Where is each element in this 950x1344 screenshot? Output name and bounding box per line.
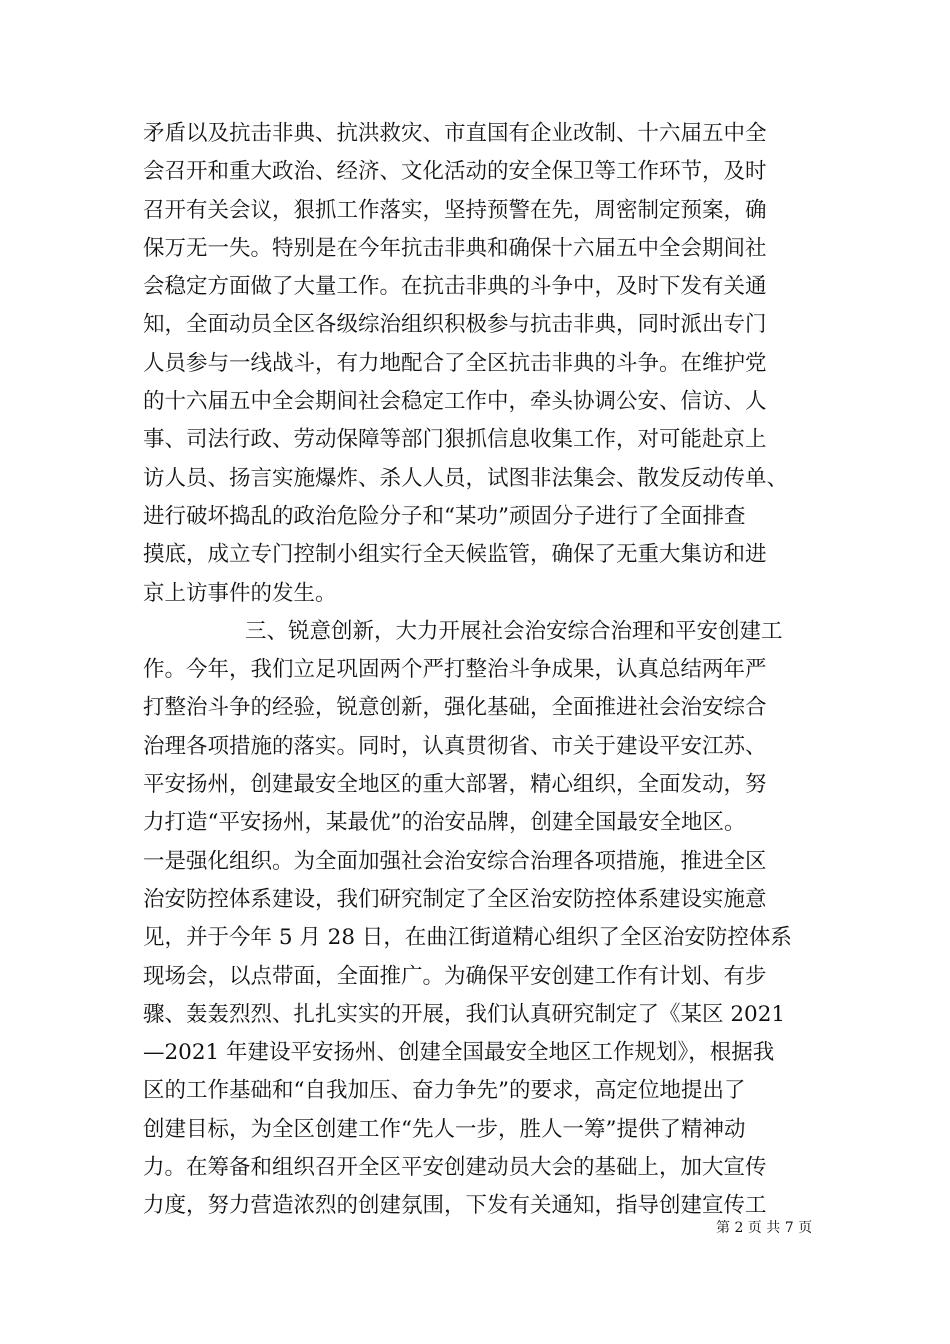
text-line: 知，全面动员全区各级综治组织积极参与抗击非典，同时派出专门 — [143, 312, 767, 338]
text-line: 治理各项措施的落实。同时，认真贯彻省、市关于建设平安江苏、 — [143, 733, 767, 759]
text-line: 力打造“平安扬州，某最优”的治安品牌，创建全国最安全地区。 — [143, 810, 746, 836]
text-line: 会召开和重大政治、经济、文化活动的安全保卫等工作环节，及时 — [143, 159, 767, 185]
text-line: 人员参与一线战斗，有力地配合了全区抗击非典的斗争。在维护党 — [143, 350, 767, 376]
text-line: 作。今年，我们立足巩固两个严打整治斗争成果，认真总结两年严 — [143, 657, 767, 683]
text-line: —2021 年建设平安扬州、创建全国最安全地区工作规划》，根据我 — [143, 1040, 775, 1066]
text-line: 摸底，成立专门控制小组实行全天候监管，确保了无重大集访和进 — [143, 542, 767, 568]
text-line: 骤、轰轰烈烈、扎扎实实的开展，我们认真研究制定了《某区 2021 — [143, 1001, 786, 1027]
text-line: 治安防控体系建设，我们研究制定了全区治安防控体系建设实施意 — [143, 886, 767, 912]
text-line: 京上访事件的发生。 — [143, 580, 337, 606]
text-line: 的十六届五中全会期间社会稳定工作中，牵头协调公安、信访、人 — [143, 389, 767, 415]
section-heading-line: 三、锐意创新，大力开展社会治安综合治理和平安创建工 — [245, 618, 783, 644]
body-text — [143, 115, 823, 1226]
text-line: 见，并于今年 5 月 28 日，在曲江街道精心组织了全区治安防控体系 — [143, 925, 792, 951]
text-line: 访人员、扬言实施爆炸、杀人人员，试图非法集会、散发反动传单、 — [143, 465, 789, 491]
text-line: 一是强化组织。为全面加强社会治安综合治理各项措施，推进全区 — [143, 848, 767, 874]
page-number-footer: 第 2 页 共 7 页 — [716, 1220, 813, 1236]
text-line: 力。在筹备和组织召开全区平安创建动员大会的基础上，加大宣传 — [143, 1155, 767, 1181]
text-line: 创建目标，为全区创建工作“先人一步，胜人一筹”提供了精神动 — [143, 1116, 746, 1142]
text-line: 平安扬州，创建最安全地区的重大部署，精心组织，全面发动，努 — [143, 772, 767, 798]
text-line: 保万无一失。特别是在今年抗击非典和确保十六届五中全会期间社 — [143, 235, 767, 261]
text-line: 事、司法行政、劳动保障等部门狠抓信息收集工作，对可能赴京上 — [143, 427, 767, 453]
text-line: 现场会，以点带面，全面推广。为确保平安创建工作有计划、有步 — [143, 963, 767, 989]
text-line: 区的工作基础和“自我加压、奋力争先”的要求，高定位地提出了 — [143, 1078, 746, 1104]
text-line: 矛盾以及抗击非典、抗洪救灾、市直国有企业改制、十六届五中全 — [143, 121, 767, 146]
text-line: 进行破坏捣乱的政治危险分子和“某功”顽固分子进行了全面排查 — [143, 503, 746, 529]
text-line: 打整治斗争的经验，锐意创新，强化基础，全面推进社会治安综合 — [143, 695, 767, 721]
text-line: 力度，努力营造浓烈的创建氛围，下发有关通知，指导创建宣传工 — [143, 1193, 767, 1219]
text-line: 召开有关会议，狠抓工作落实，坚持预警在先，周密制定预案，确 — [143, 197, 767, 223]
text-line: 会稳定方面做了大量工作。在抗击非典的斗争中，及时下发有关通 — [143, 274, 767, 300]
